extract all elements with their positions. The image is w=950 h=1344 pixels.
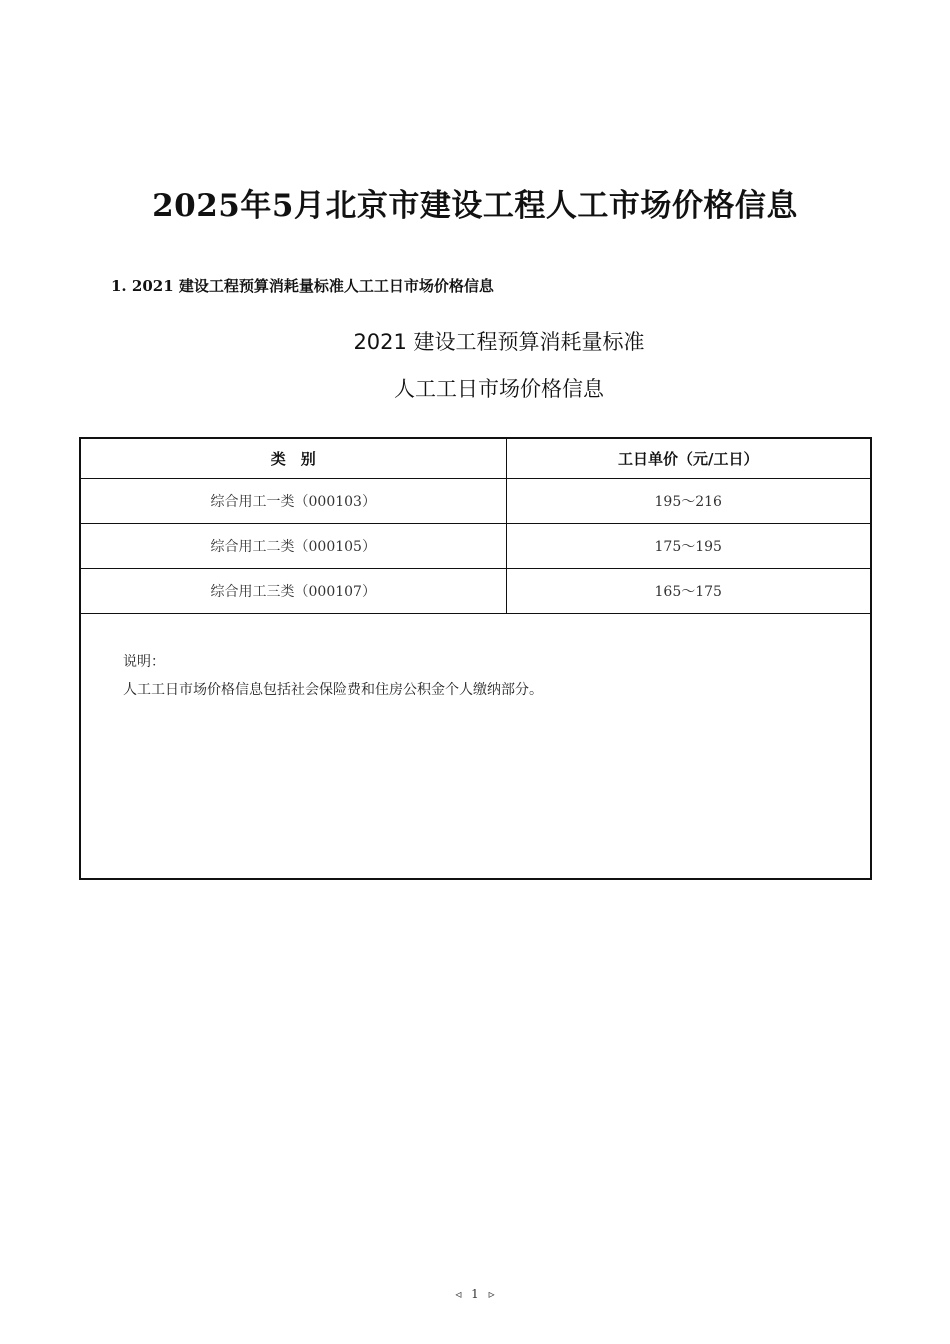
notes-cell — [80, 614, 871, 880]
page-marker-right-icon: ▹ — [488, 1287, 495, 1301]
table-title-line-2: 人工工日市场价格信息 — [394, 377, 604, 401]
price-cell: 175～195 — [506, 524, 871, 569]
table-title-line-1: 2021 建设工程预算消耗量标准 — [353, 330, 645, 354]
category-cell: 综合用工二类（000105） — [80, 524, 506, 569]
notes-text: 人工工日市场价格信息包括社会保险费和住房公积金个人缴纳部分。 — [123, 682, 543, 698]
page-footer — [0, 1287, 950, 1301]
table-row — [80, 524, 871, 569]
page-title: 2025年5月北京市建设工程人工市场价格信息 — [152, 188, 798, 224]
table-header-row — [80, 438, 871, 479]
header-unit-price: 工日单价（元/工日） — [506, 438, 871, 479]
notes-label: 说明： — [123, 654, 165, 670]
header-category: 类 别 — [80, 438, 506, 479]
price-table — [79, 437, 872, 880]
section-heading: 1. 2021 建设工程预算消耗量标准人工工日市场价格信息 — [111, 277, 494, 295]
notes-row — [80, 614, 871, 880]
category-cell: 综合用工一类（000103） — [80, 479, 506, 524]
category-cell: 综合用工三类（000107） — [80, 569, 506, 614]
price-cell: 195～216 — [506, 479, 871, 524]
table-row — [80, 479, 871, 524]
page-marker-left-icon: ◃ — [455, 1287, 462, 1301]
table-row — [80, 569, 871, 614]
price-cell: 165～175 — [506, 569, 871, 614]
page-number: 1 — [471, 1287, 479, 1301]
